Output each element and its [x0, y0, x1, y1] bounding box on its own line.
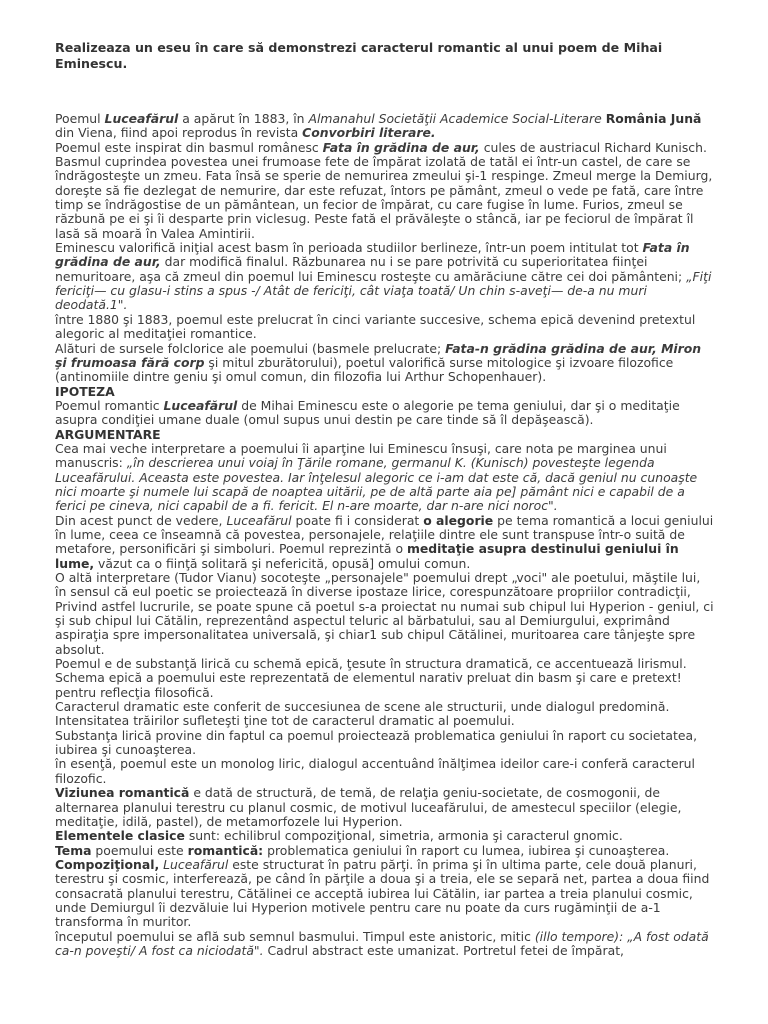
text-run: romantică: — [187, 842, 264, 858]
text-run: Poemul romantic — [55, 397, 164, 413]
text-run: Elementele clasice — [55, 828, 185, 844]
text-run: e dată de structură, de temă, de relaţia geniu-societate, de cosmogonii, de alternarea planului terestru cu planul cosmic, de motivul luceafărului, de amestecul speciilor (elegie, meditaţie, idilă, pastel), de metamorfozele lui Hyperion. — [55, 785, 682, 829]
text-run: O altă interpretare (Tudor Vianu) socoteşte „personajele" poemului drept „voci" ale poetului, măştile lui, în sensul că eul poetic se proiectează în diverse ipostaze lirice, corespunzătoare propriilor contradicţii, Privind astfel lucrurile, se poate spune că poetul s-a proiectat nu numai sub chipul lui Hyperion - geniul, ci şi sub chipul lui Cătălin, reprezentând aspectul teluric al bărbatului, sau al Demiurgului, exprimând aspiraţia spre impersonalitatea universală, şi chiar1 sub chipul Cătălinei, muritoarea care tânjeşte spre absolut. — [55, 570, 714, 657]
text-run: o alegorie — [423, 512, 494, 528]
text-run: Substanţa lirică provine din faptul ca poemul proiectează problematica geniului în raport cu societatea, iubirea şi cunoaşterea. — [55, 727, 698, 758]
text-run: este structurat în patru părţi. în prima şi în ultima parte, cele două planuri, terestru şi cosmic, interferează, pe când în părţile a doua şi a treia, ele se separă net, partea a doua fiind consacrată planului terestru, Cătălinei ce acceptă iubirea lui Cătălin, iar partea a treia planului cosmic, unde Demiurgul îi dezvăluie lui Hyperion motivele pentru care nu poate da curs rugăminţii de a-1 transforma în muritor. — [55, 856, 710, 930]
essay-paragraph — [55, 241, 715, 313]
text-run: văzut ca o fiinţă solitară şi nefericită, opusă] omului comun. — [94, 555, 471, 571]
essay-paragraph — [55, 829, 715, 843]
text-run: Cadrul abstract este umanizat. Portretul fetei de împărat, — [263, 942, 624, 958]
essay-paragraph — [55, 342, 715, 385]
text-run: Viziunea romantică — [55, 785, 190, 801]
essay-paragraph — [55, 442, 715, 514]
text-run: Compoziţional, — [55, 856, 160, 872]
text-run: pe tema romantică a locui geniului în lume, ceea ce înseamnă că povestea, personajele, relaţiile dintre ele sunt transpuse într-o suită de metafore, personificări şi simboluri. Poemul reprezintă o — [55, 512, 714, 557]
text-run: Fata în grădina de aur, — [55, 240, 690, 270]
text-run: IPOTEZA — [55, 383, 115, 399]
essay-paragraph — [55, 657, 715, 700]
text-run: Eminescu valorifică iniţial acest basm în perioada studiilor berlineze, într-un poem intitulat tot — [55, 240, 643, 256]
text-run: între 1880 şi 1883, poemul este prelucrat în cinci variante succesive, schema epică devenind pretextul alegoric al meditaţiei romantice. — [55, 311, 696, 342]
text-run: şi mitul zburătorului), poetul valorifică surse mitologice şi izvoare filozofice (antinomiile dintre geniu şi omul comun, din filozofia lui Arthur Schopenhauer). — [55, 354, 674, 385]
essay-paragraph — [55, 514, 715, 571]
text-run: sunt: echilibrul compoziţional, simetria, armonia şi caracterul gnomic. — [184, 828, 623, 844]
essay-title: Realizeaza un eseu în care să demonstrezi caracterul romantic al unui poem de Mihai Eminescu. — [55, 40, 663, 71]
text-run: problematica geniului în raport cu lumea, iubirea şi cunoaşterea. — [263, 842, 670, 858]
text-run: dar modifică finalul. Răzbunarea nu i se pare potrivită cu superioritatea fiinţei nemuritoare, aşa că zmeul din poemul lui Eminescu rosteşte cu amărăciune către cei doi pământeni; — [55, 254, 687, 284]
text-run: meditaţie asupra destinului geniului în lume, — [55, 541, 679, 571]
essay-paragraph — [55, 729, 715, 758]
essay-paragraph — [55, 385, 715, 399]
essay-page — [55, 40, 715, 958]
text-run: a apărut în 1883, în — [178, 111, 309, 126]
text-run: poate fi i considerat — [291, 512, 424, 528]
text-run: „în descrierea unui voiaj în Ţările romane, germanul K. (Kunisch) povesteşte legenda Luceafărului. Aceasta este povestea. Iar înţelesul alegoric ce i-am dat este că, dacă geniul nu cunoaşte nici moarte şi numele lui scapă de noaptea uitării, pe de altă parte aia pe] pământ nici e capabil de a ferici pe cineva, nici capabil de a fi. fericit. El n-are moarte, dar n-are nici noroc". — [55, 455, 698, 514]
essay-paragraph — [55, 399, 715, 428]
text-run: poemului este — [91, 842, 188, 858]
text-run: (illo tempore): „A fost odată ca-n poveşti/ A fost ca niciodată". — [55, 928, 709, 958]
text-run: Din acest punct de vedere, — [55, 512, 227, 528]
text-run: Luceafărul — [163, 397, 238, 413]
text-run: în esenţă, poemul este un monolog liric, dialogul accentuând înălţimea ideilor care-i conferă caracterul filozofic. — [55, 756, 695, 786]
essay-paragraph — [55, 786, 715, 829]
text-run: din Viena, fiind apoi reprodus în revista — [55, 125, 303, 141]
text-run: începutul poemului se află sub semnul basmului. Timpul este anistoric, mitic — [55, 928, 535, 944]
text-run: Poemul — [55, 111, 105, 126]
essay-paragraph — [55, 844, 715, 858]
text-run: „Fiţi fericiţi— cu glasu-i stins a spus -/ Atât de fericiţi, cât viaţa toată/ Un chin s-aveţi— de-a nu muri deodată.1". — [55, 268, 712, 313]
text-run: Alături de sursele folclorice ale poemului (basmele prelucrate; — [55, 340, 446, 356]
text-run: Tema — [55, 842, 92, 858]
text-run: Fata-n grădina grădina de aur, Miron şi frumoasa fără corp — [55, 340, 702, 370]
essay-paragraph — [55, 313, 715, 342]
essay-paragraph — [55, 112, 715, 141]
text-run: Poemul e de substanţă lirică cu schemă epică, ţesute în structura dramatică, ce accentuează lirismul. Schema epică a poemului este reprezentată de elementul narativ preluat din basm şi care e pretext! pentru reflecţia filosofică. — [55, 656, 687, 700]
text-run: Poemul este inspirat din basmul românesc — [55, 139, 323, 155]
text-run: România Jună — [605, 111, 702, 126]
essay-paragraph — [55, 700, 715, 729]
essay-paragraph — [55, 930, 715, 959]
text-run: Fata în grădina de aur, — [322, 139, 480, 155]
text-run: Luceafărul — [226, 512, 292, 528]
text-run: Cea mai veche interpretare a poemului îi aparţine lui Eminescu însuşi, care nota pe marginea unui manuscris: — [55, 440, 667, 471]
essay-paragraph — [55, 757, 715, 786]
text-run: Luceafărul — [163, 856, 229, 872]
text-run: Caracterul dramatic este conferit de succesiunea de scene ale structurii, unde dialogul predomină. Intensitatea trăirilor sufleteşti ţine tot de caracterul dramatic al poemului. — [55, 699, 670, 729]
essay-paragraph — [55, 428, 715, 442]
text-run: de Mihai Eminescu este o alegorie pe tema geniului, dar şi o meditaţie asupra condiţiei umane duale (omul supus unui destin pe care tinde să îl depăşească). — [55, 397, 680, 428]
essay-paragraph — [55, 141, 715, 241]
text-run: ARGUMENTARE — [55, 426, 161, 442]
essay-body — [55, 112, 715, 958]
text-run: cules de austriacul Richard Kunisch. Basmul cuprindea povestea unei frumoase fete de împărat izolată de tatăl ei într-un castel, de care se îndrăgosteşte un zmeu. Fata însă se sperie de nemurirea zmeului şi-1 respinge. Zmeul merge la Demiurg, doreşte să fie dezlegat de nemurire, dar este refuzat, întors pe pământ, zmeul o vede pe fată, care între timp se îndrăgostise de un pământean, un fecior de împărat, cu care fugise în lume. Furios, zmeul se răzbună pe ei şi îi desparte prin viclesug. Peste fată el prăvăleşte o stâncă, iar pe feciorul de împărat îl lasă să moară în Valea Amintirii. — [55, 139, 713, 241]
essay-paragraph — [55, 858, 715, 930]
text-run: Convorbiri literare. — [302, 125, 436, 141]
text-run: Luceafărul — [104, 111, 179, 126]
text-run: Almanahul Societăţii Academice Social-Literare — [308, 111, 602, 126]
essay-paragraph — [55, 571, 715, 657]
